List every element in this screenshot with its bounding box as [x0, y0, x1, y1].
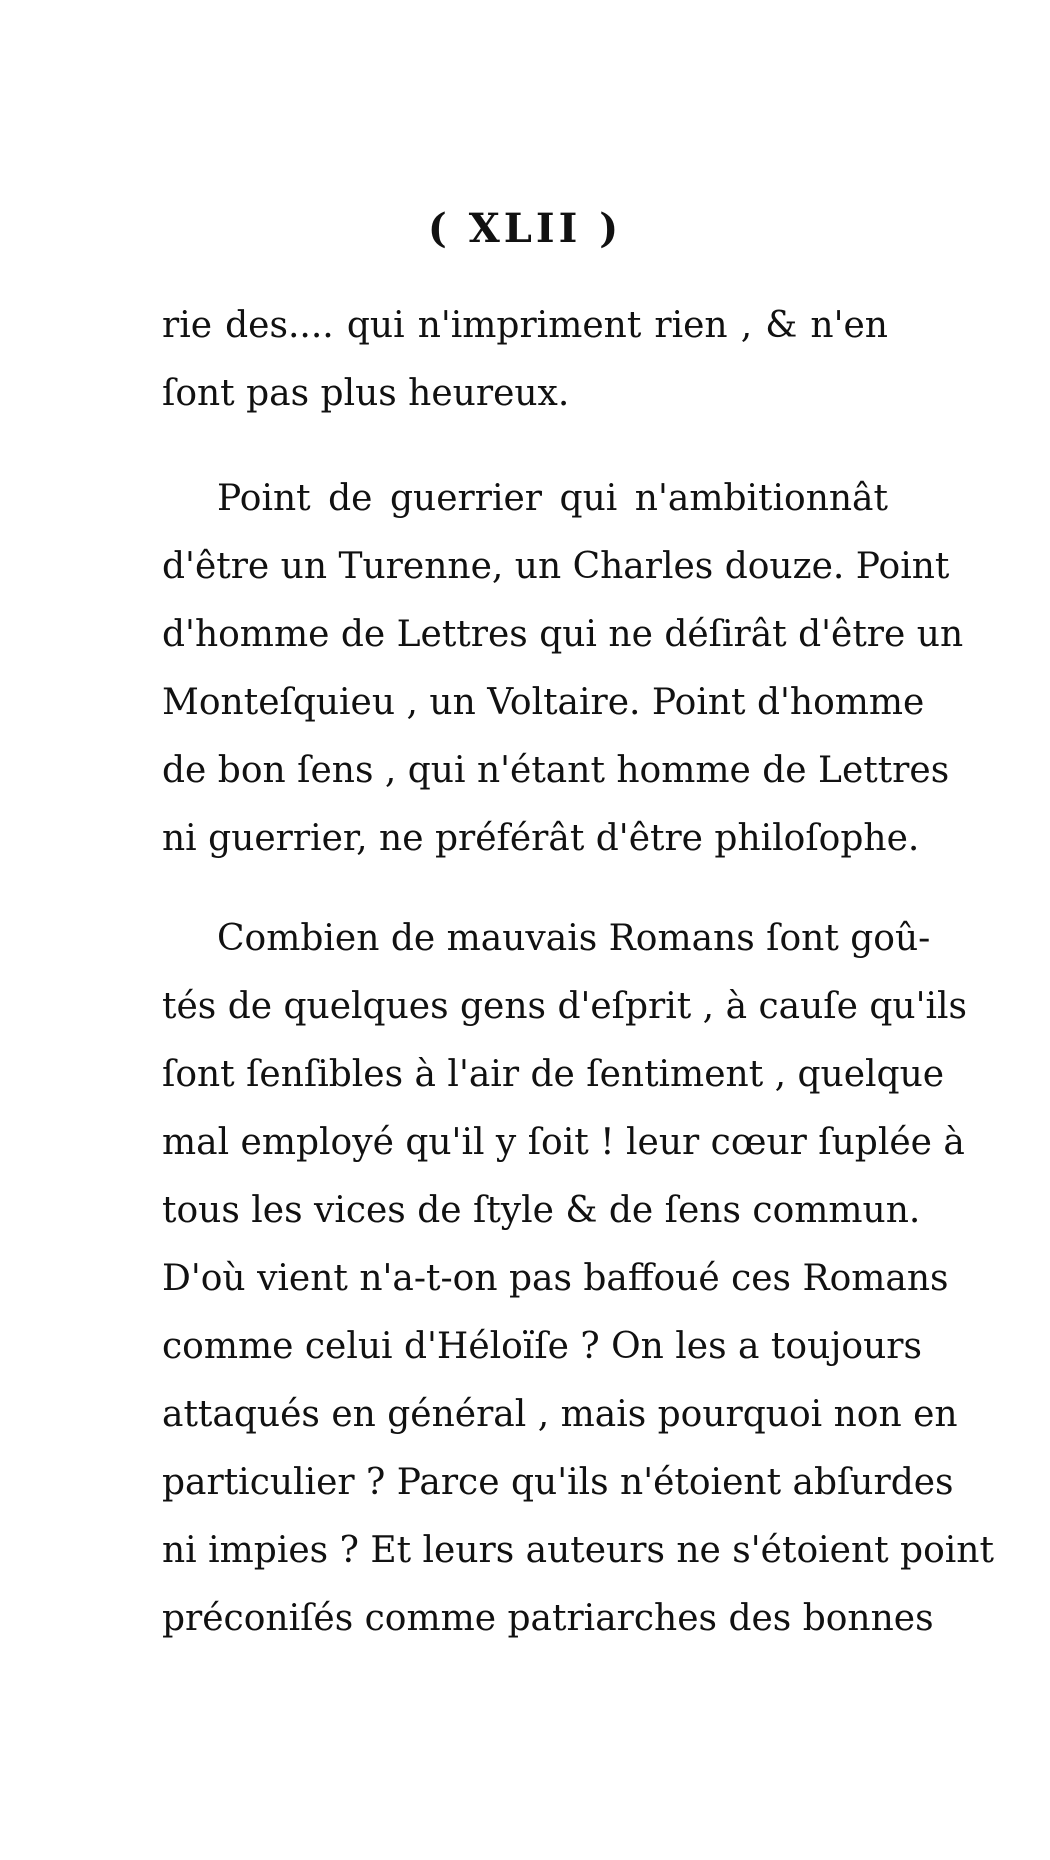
- text-line: Combien de mauvais Romans ſont goû-: [217, 918, 931, 959]
- text-line: particulier ? Parce qu'ils n'étoient abſurdes: [162, 1462, 954, 1503]
- text-line: mal employé qu'il y ſoit ! leur cœur ſuplée à: [162, 1122, 965, 1163]
- text-line: préconiſés comme patriarches des bonnes: [162, 1598, 934, 1639]
- text-line: tous les vices de ſtyle & de ſens commun.: [162, 1190, 921, 1231]
- text-line: comme celui d'Héloïſe ? On les a toujours: [162, 1326, 922, 1367]
- text-line: D'où vient n'a-t-on pas baffoué ces Romans: [162, 1258, 949, 1299]
- text-line: rie des.... qui n'impriment rien , & n'en: [162, 305, 888, 346]
- page-number-header: ( XLII ): [427, 205, 623, 252]
- text-line: ni impies ? Et leurs auteurs ne s'étoient point: [162, 1530, 994, 1571]
- text-line: d'être un Turenne, un Charles douze. Point: [162, 546, 950, 587]
- text-line: d'homme de Lettres qui ne déſirât d'être un: [162, 614, 964, 655]
- paragraph-continuation: [162, 292, 888, 428]
- text-line: Monteſquieu , un Voltaire. Point d'homme: [162, 682, 925, 723]
- text-line: tés de quelques gens d'eſprit , à cauſe qu'ils: [162, 986, 967, 1027]
- text-line: de bon ſens , qui n'étant homme de Lettres: [162, 750, 950, 791]
- text-line: ſont pas plus heureux.: [162, 373, 570, 414]
- paragraph-ambition: [162, 465, 964, 873]
- text-line: ni guerrier, ne préférât d'être philoſophe.: [162, 818, 920, 859]
- paragraph-romans: [162, 905, 994, 1653]
- text-line: Point de guerrier qui n'ambitionnât: [217, 478, 888, 519]
- text-line: attaqués en général , mais pourquoi non en: [162, 1394, 958, 1435]
- text-line: ſont ſenſibles à l'air de ſentiment , quelque: [162, 1054, 945, 1095]
